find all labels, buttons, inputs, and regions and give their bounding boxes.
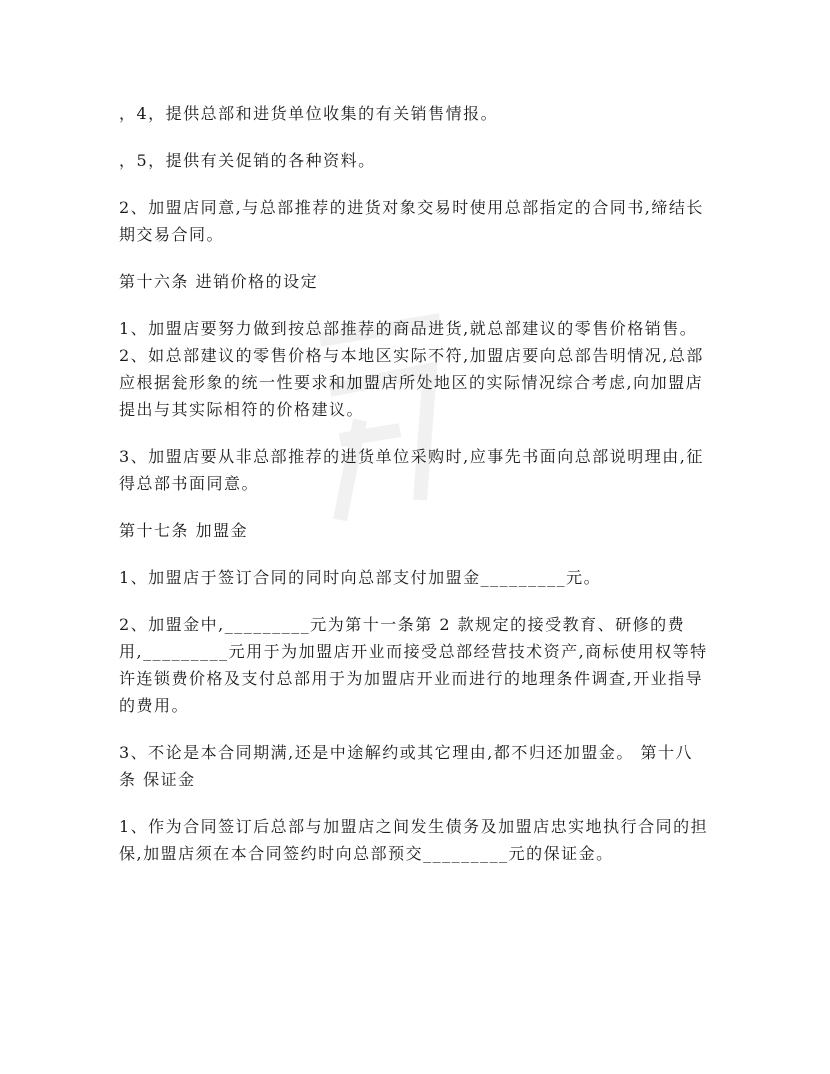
- paragraph-clause-2-contract: 2、加盟店同意,与总部推荐的进货对象交易时使用总部指定的合同书,缔结长期交易合同。: [119, 198, 704, 244]
- paragraph-article-18-clause-1: 1、作为合同签订后总部与加盟店之间发生债务及加盟店忠实地执行合同的担保,加盟店须在本合同签约时向总部预交_________元的保证金。: [119, 817, 709, 863]
- paragraph-article-16-clause-1: 1、加盟店要努力做到按总部推荐的商品进货,就总部建议的零售价格销售。 2、如总部建议的零售价格与本地区实际不符,加盟店要向总部告明情况,总部应根据瓮形象的统一性要求和加盟店所处地区的实际情况综合考虑,向加盟店提出与其实际相符的价格建议。: [119, 319, 704, 419]
- article-17-heading: 第十七条 加盟金: [119, 521, 249, 540]
- document-body: [119, 100, 709, 887]
- article-16-heading: 第十六条 进销价格的设定: [119, 272, 319, 291]
- paragraph-item-4: ，4，提供总部和进货单位收集的有关销售情报。: [119, 104, 499, 123]
- paragraph-article-17-clause-1: 1、加盟店于签订合同的同时向总部支付加盟金_________元。: [119, 568, 602, 587]
- paragraph-article-17-clause-3: 3、不论是本合同期满,还是中途解约或其它理由,都不归还加盟金。 第十八条 保证金: [119, 743, 693, 789]
- paragraph-article-17-clause-2: 2、加盟金中,_________元为第十一条第 2 款规定的接受教育、研修的费用,_________元用于为加盟店开业而接受总部经营技术资产,商标使用权等特许连锁费价格及支付总部用于为加盟店开业而进行的地理条件调查,开业指导的费用。: [119, 615, 708, 715]
- paragraph-item-5: ，5，提供有关促销的各种资料。: [119, 151, 376, 170]
- paragraph-article-16-clause-3: 3、加盟店要从非总部推荐的进货单位采购时,应事先书面向总部说明理由,征得总部书面同意。: [119, 447, 704, 493]
